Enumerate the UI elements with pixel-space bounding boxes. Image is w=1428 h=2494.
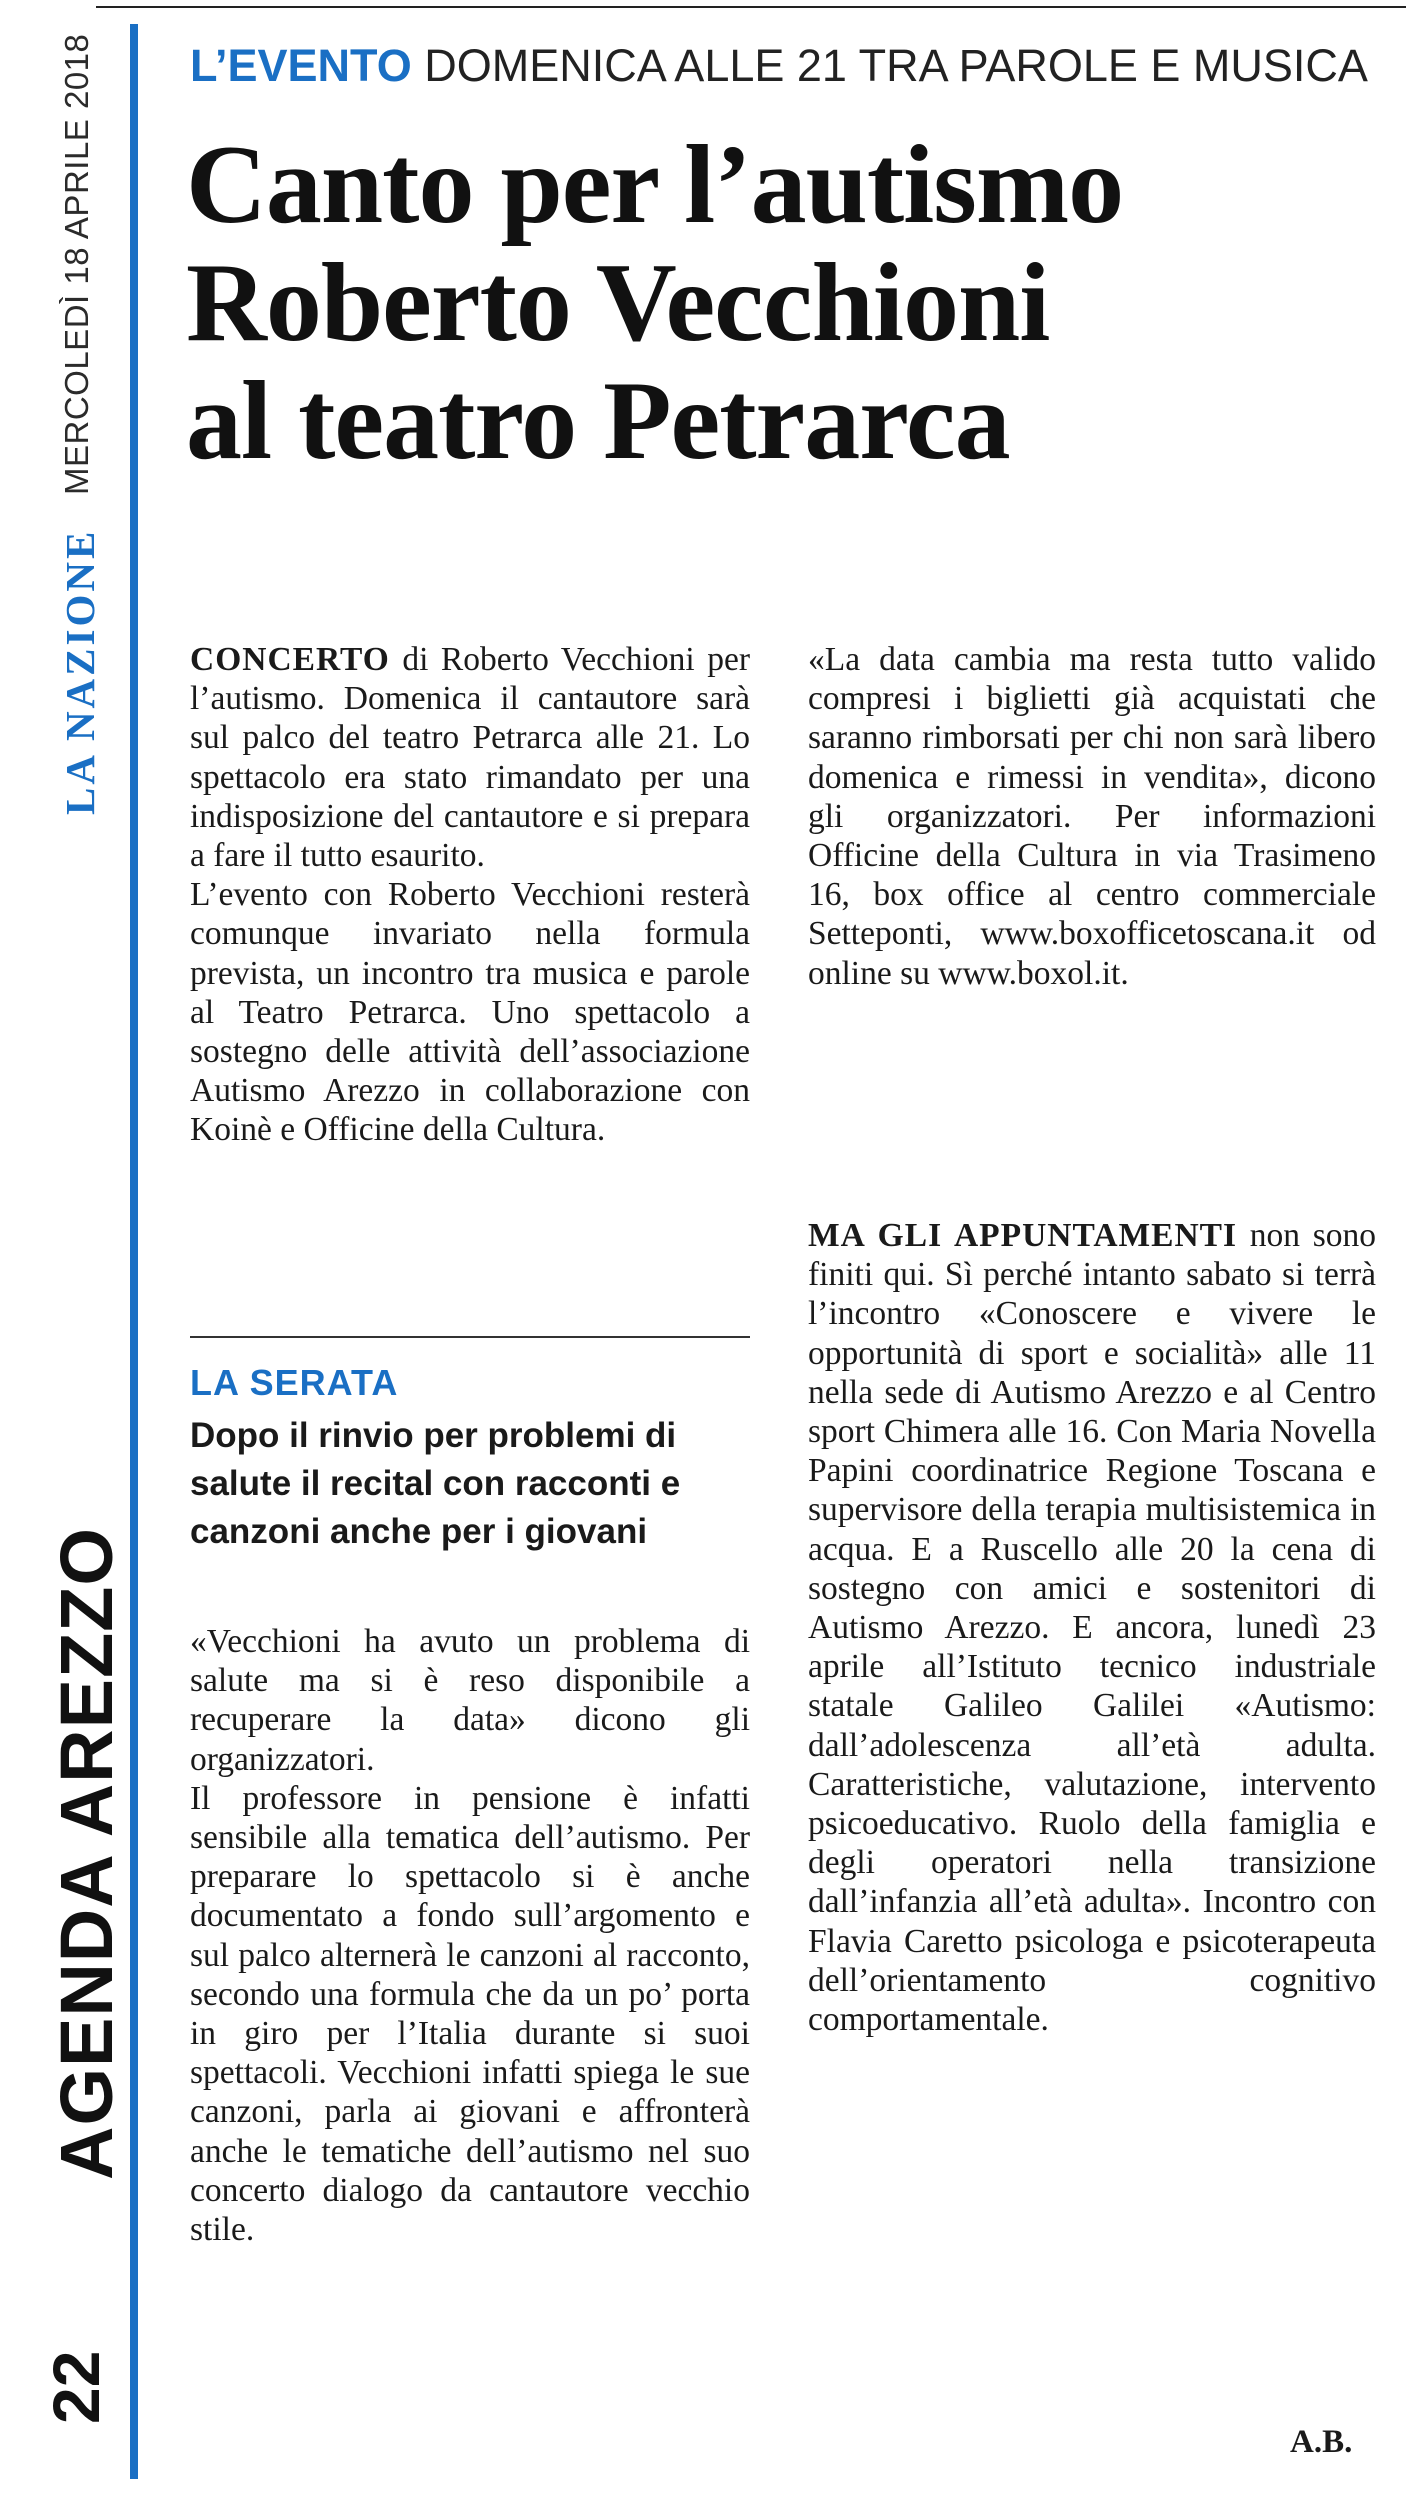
kicker (190, 40, 1368, 92)
column-1-paragraph-3: «Vecchioni ha avuto un problema di salute ma si è reso disponibile a recuperare la data» dicono gli organizzatori. (190, 1623, 750, 1778)
author-signature: A.B. (1290, 2424, 1353, 2460)
newspaper-name: LA NAZIONE (57, 528, 103, 815)
top-rule (96, 6, 1406, 8)
headline-line: Canto per l’autismo (186, 123, 1124, 247)
sidebar-strip (0, 0, 140, 2494)
sidebox-label: LA SERATA (190, 1362, 399, 1403)
kicker-label: L’EVENTO (190, 40, 412, 91)
column-2-bottom (808, 1216, 1376, 2039)
sidebar-blue-rule (130, 24, 138, 2479)
column-1-paragraph-1 (190, 640, 750, 875)
column-1-paragraph-4: Il professore in pensione è infatti sensibile alla tematica dell’autismo. Per preparare lo spettacolo si è anche documentato a fondo sull’argomento e sul palco alternerà le canzoni al racconto, secondo una formula che da un po’ porta in giro per l’Italia durante si suoi spettacoli. Vecchioni infatti spiega le sue canzoni, parla ai giovani e affronterà anche le tematiche dell’autismo nel suo concerto dialogo da cantautore vecchio stile. (190, 1779, 750, 2249)
column-2-top (808, 640, 1376, 993)
issue-date: MERCOLEDÌ 18 APRILE 2018 (58, 33, 95, 495)
sidebox-text: Dopo il rinvio per problemi di salute il recital con racconti e canzoni anche per i giovani (190, 1416, 681, 1551)
headline-line: Roberto Vecchioni (186, 241, 1050, 365)
page-number: 22 (39, 2350, 113, 2424)
headline (186, 123, 1416, 483)
column-1-paragraph-2: L’evento con Roberto Vecchioni resterà comunque invariato nella formula prevista, un incontro tra musica e parole al Teatro Petrarca. Uno spettacolo a sostegno delle attività dell’associazione Autismo Arezzo in collaborazione con Koinè e Officine della Cultura. (190, 876, 750, 1149)
column-1-bottom (190, 1622, 750, 2249)
sidebox-rule (190, 1336, 750, 1338)
column-2-text: non sono finiti qui. Sì perché intanto sabato si terrà l’incontro «Conoscere e vivere le opportunità di sport e socialità» alle 11 nella sede di Autismo Arezzo e al Centro sport Chimera alle 16. Con Maria Novella Papini coordinatrice Regione Toscana e supervisore della terapia multisistemica in acqua. E a Ruscello alle 20 la cena di sostegno con amici e sostenitori di Autismo Arezzo. E ancora, lunedì 23 aprile all’Istituto tecnico industriale statale Galileo Galilei «Autismo: dall’adolescenza all’età adulta. Caratteristiche, valutazione, intervento psicoeducativo. Ruolo della famiglia e degli operatori nella transizione dall’infanzia all’età adulta». Incontro con Flavia Caretto psicologa e psicoterapeuta dell’orientamento cognitivo comportamentale. (808, 1217, 1376, 2039)
column-2-paragraph-1: «La data cambia ma resta tutto valido compresi i biglietti già acquistati che saranno rimborsati per chi non sarà libero domenica e rimessi in vendita», dicono gli organizzatori. Per informazioni Officine della Cultura in via Trasimeno 16, box office al centro commerciale Setteponti, www.boxofficetoscana.it od online su www.boxol.it. (808, 641, 1376, 992)
headline-line: al teatro Petrarca (186, 359, 1010, 483)
column-1-text: di Roberto Vecchioni per l’autismo. Domenica il cantautore sarà sul palco del teatro Petrarca alle 21. Lo spettacolo era stato rimandato per una indisposizione del cantautore e si prepara a fare il tutto esaurito. (190, 641, 751, 875)
column-2-paragraph-2 (808, 1216, 1376, 2039)
section-title: AGENDA AREZZO (45, 1527, 128, 2180)
column-1-top (190, 640, 750, 1150)
column-1-lead: CONCERTO (190, 641, 390, 678)
kicker-text: DOMENICA ALLE 21 TRA PAROLE E MUSICA (424, 40, 1368, 91)
column-2-lead: MA GLI APPUNTAMENTI (808, 1217, 1238, 1254)
